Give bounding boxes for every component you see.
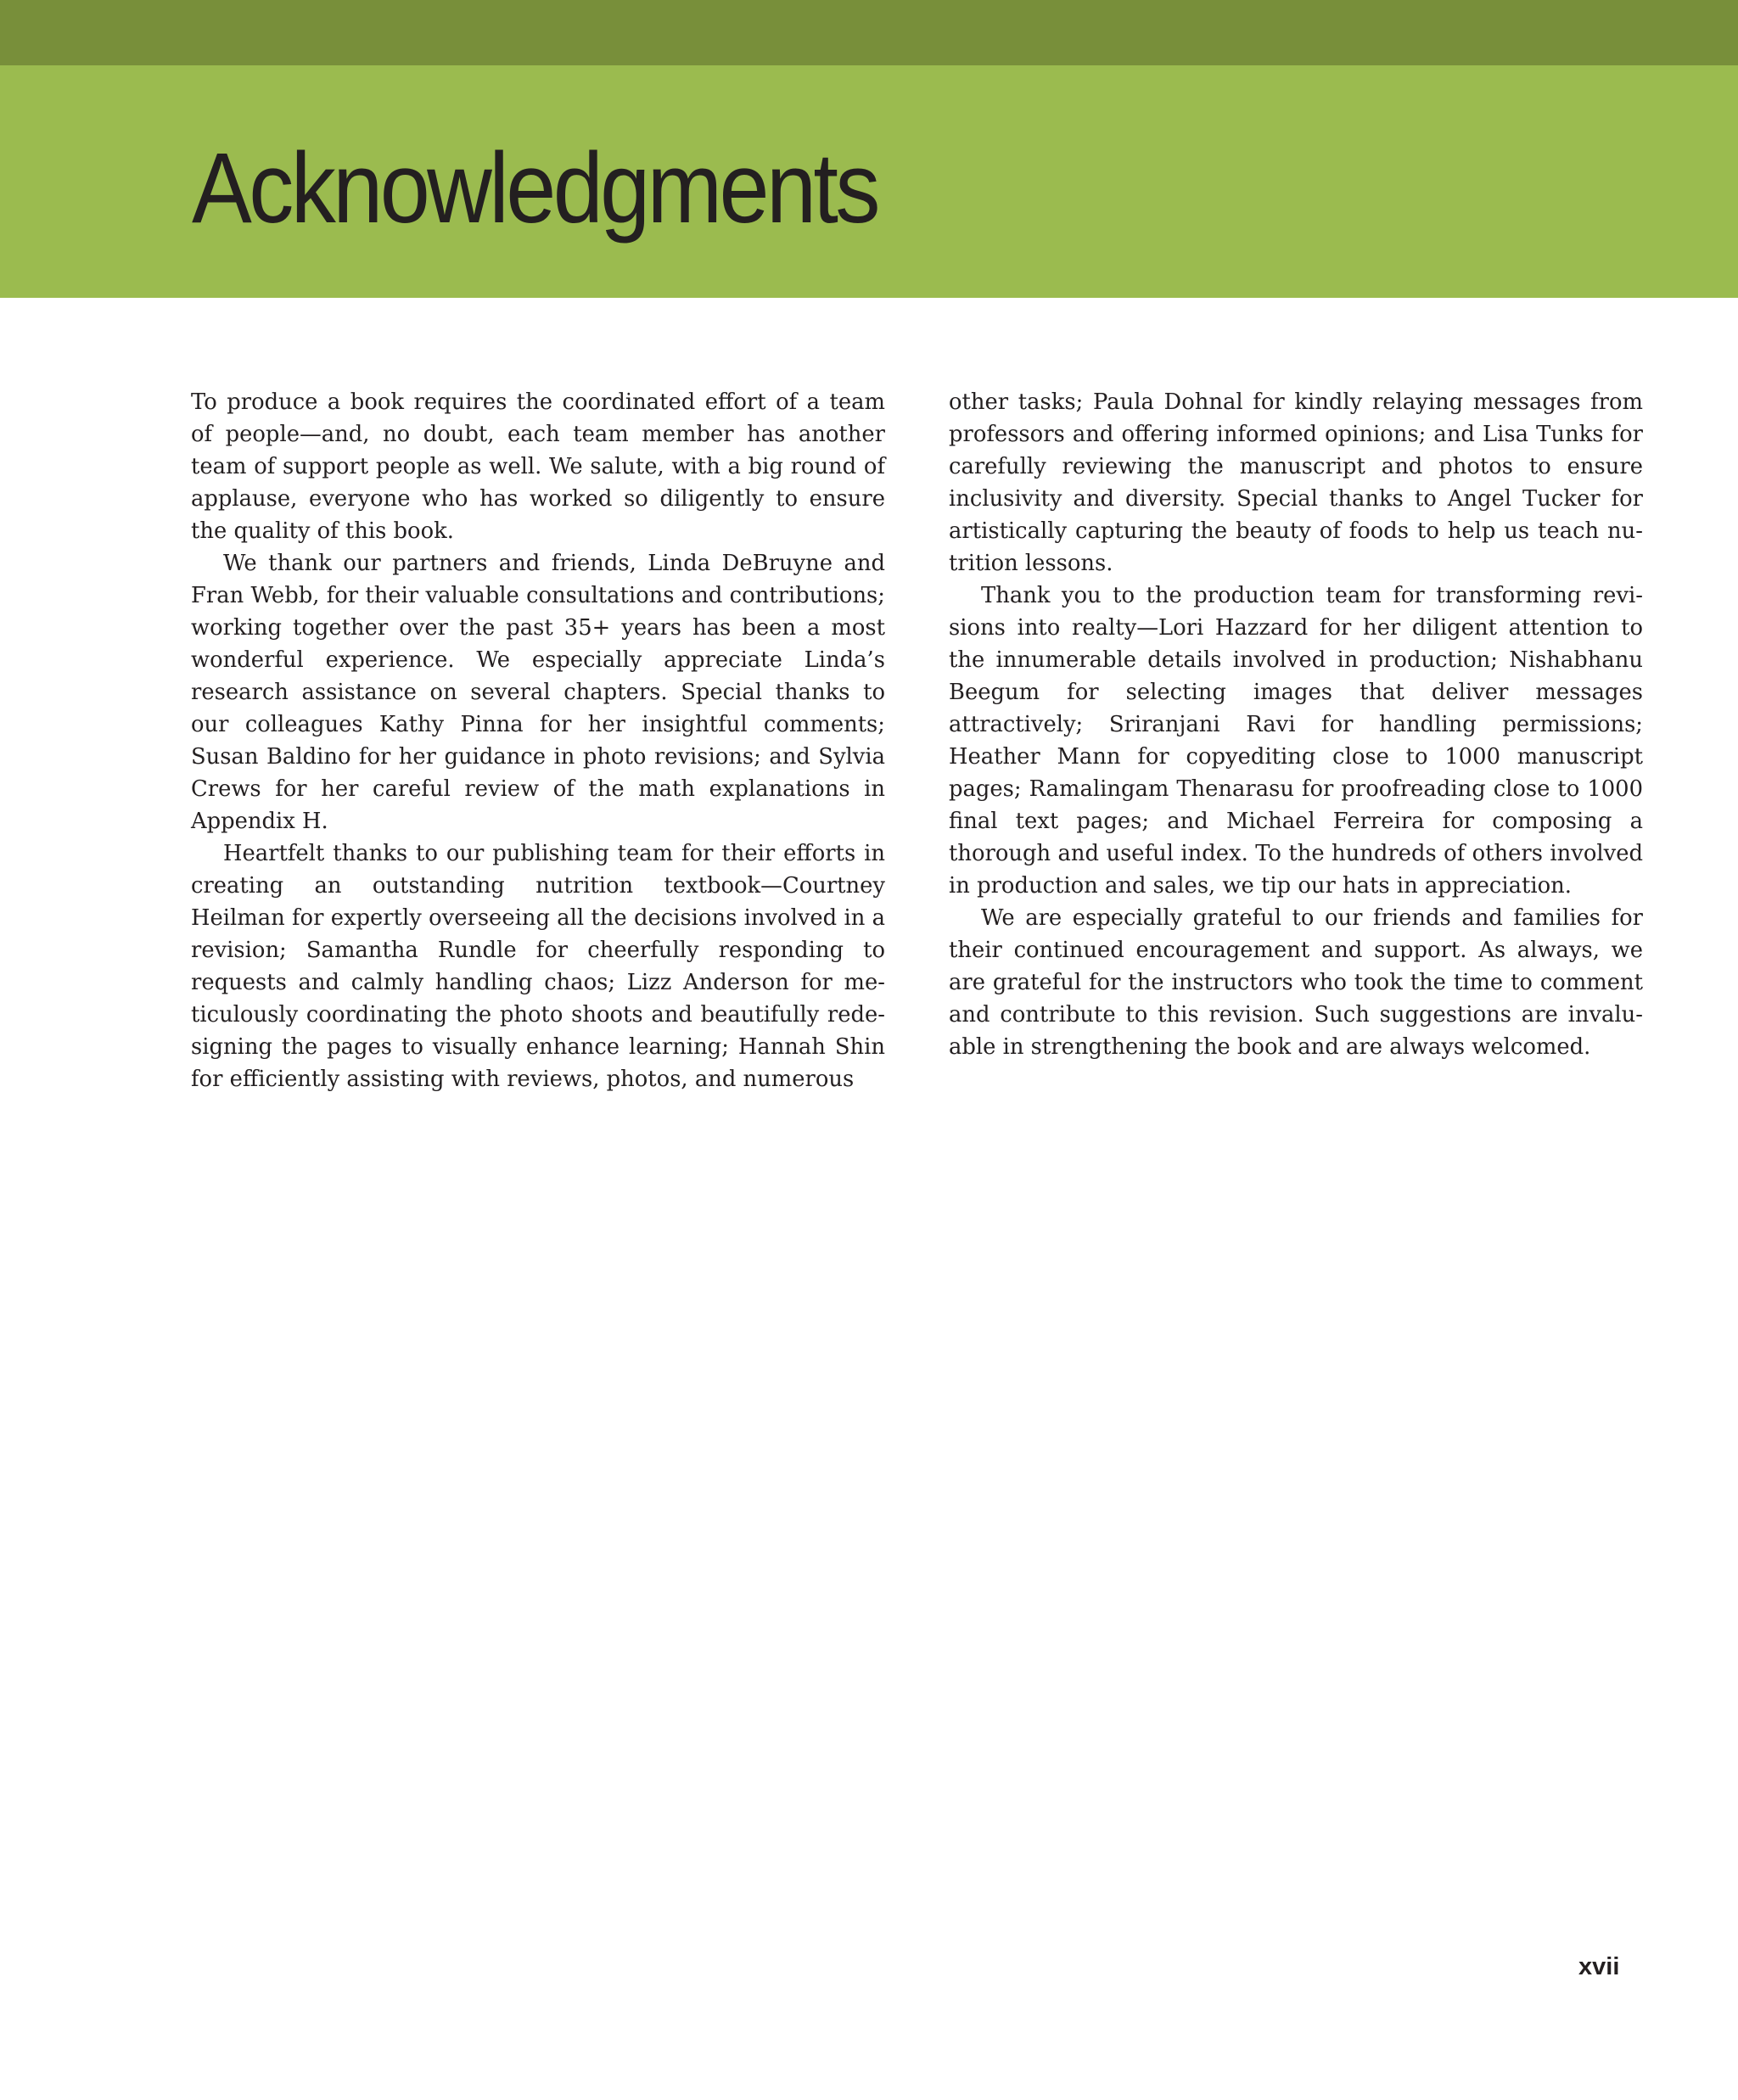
paragraph: other tasks; Paula Dohnal for kindly relaying messages from professors and offering informed opinions; and Lisa Tunks for carefully reviewing the manuscript and photos to ensure inclusivity and diversity. Special thanks to Angel Tucker for artistically capturing the beauty of foods to help us teach nutrition lessons.: [949, 389, 1643, 576]
paragraph: Heartfelt thanks to our publishing team for their efforts in creating an outstanding nutrition textbook—Courtney Heilman for expertly overseeing all the decisions involved in a revision; Samantha Rundle for cheerfully responding to requests and calmly handling chaos; Lizz Anderson for meticulously coordinating the photo shoots and beautifully redesigning the pages to visually enhance learning; Hannah Shin for efficiently assisting with reviews, photos, and numerous: [191, 841, 885, 1092]
page-number: xvii: [1578, 1953, 1620, 1980]
page-title: Acknowledgments: [192, 132, 877, 244]
header-top-stripe: [0, 0, 1738, 65]
paragraph: We thank our partners and friends, Linda DeBruyne and Fran Webb, for their valuable consultations and contributions; working together over the past 35+ years has been a most wonderful experience. We especially appreciate Linda’s research assistance on several chapters. Special thanks to our colleagues Kathy Pinna for her insightful comments; Susan Baldino for her guidance in photo revisions; and Sylvia Crews for her careful review of the math explanations in Appendix H.: [191, 551, 885, 834]
text-column-left: [191, 386, 885, 1095]
paragraph: We are especially grateful to our friends and families for their continued encouragement and support. As always, we are grateful for the instructors who took the time to comment and contribute to this revision. Such suggestions are invaluable in strengthening the book and are always welcomed.: [949, 905, 1643, 1060]
paragraph: Thank you to the production team for transforming revisions into realty—Lori Hazzard for her diligent attention to the innumerable details involved in production; Nishabhanu Beegum for selecting images that deliver messages attractively; Sriranjani Ravi for handling permissions; Heather Mann for copyediting close to 1000 manuscript pages; Ramalingam Thenarasu for proofreading close to 1000 final text pages; and Michael Ferreira for composing a thorough and useful index. To the hundreds of others involved in production and sales, we tip our hats in appreciation.: [949, 583, 1643, 899]
paragraph: To produce a book requires the coordinated effort of a team of people—and, no doubt, each team member has another team of support people as well. We salute, with a big round of applause, everyone who has worked so diligently to ensure the quality of this book.: [191, 389, 885, 544]
text-column-right: [949, 386, 1643, 1063]
